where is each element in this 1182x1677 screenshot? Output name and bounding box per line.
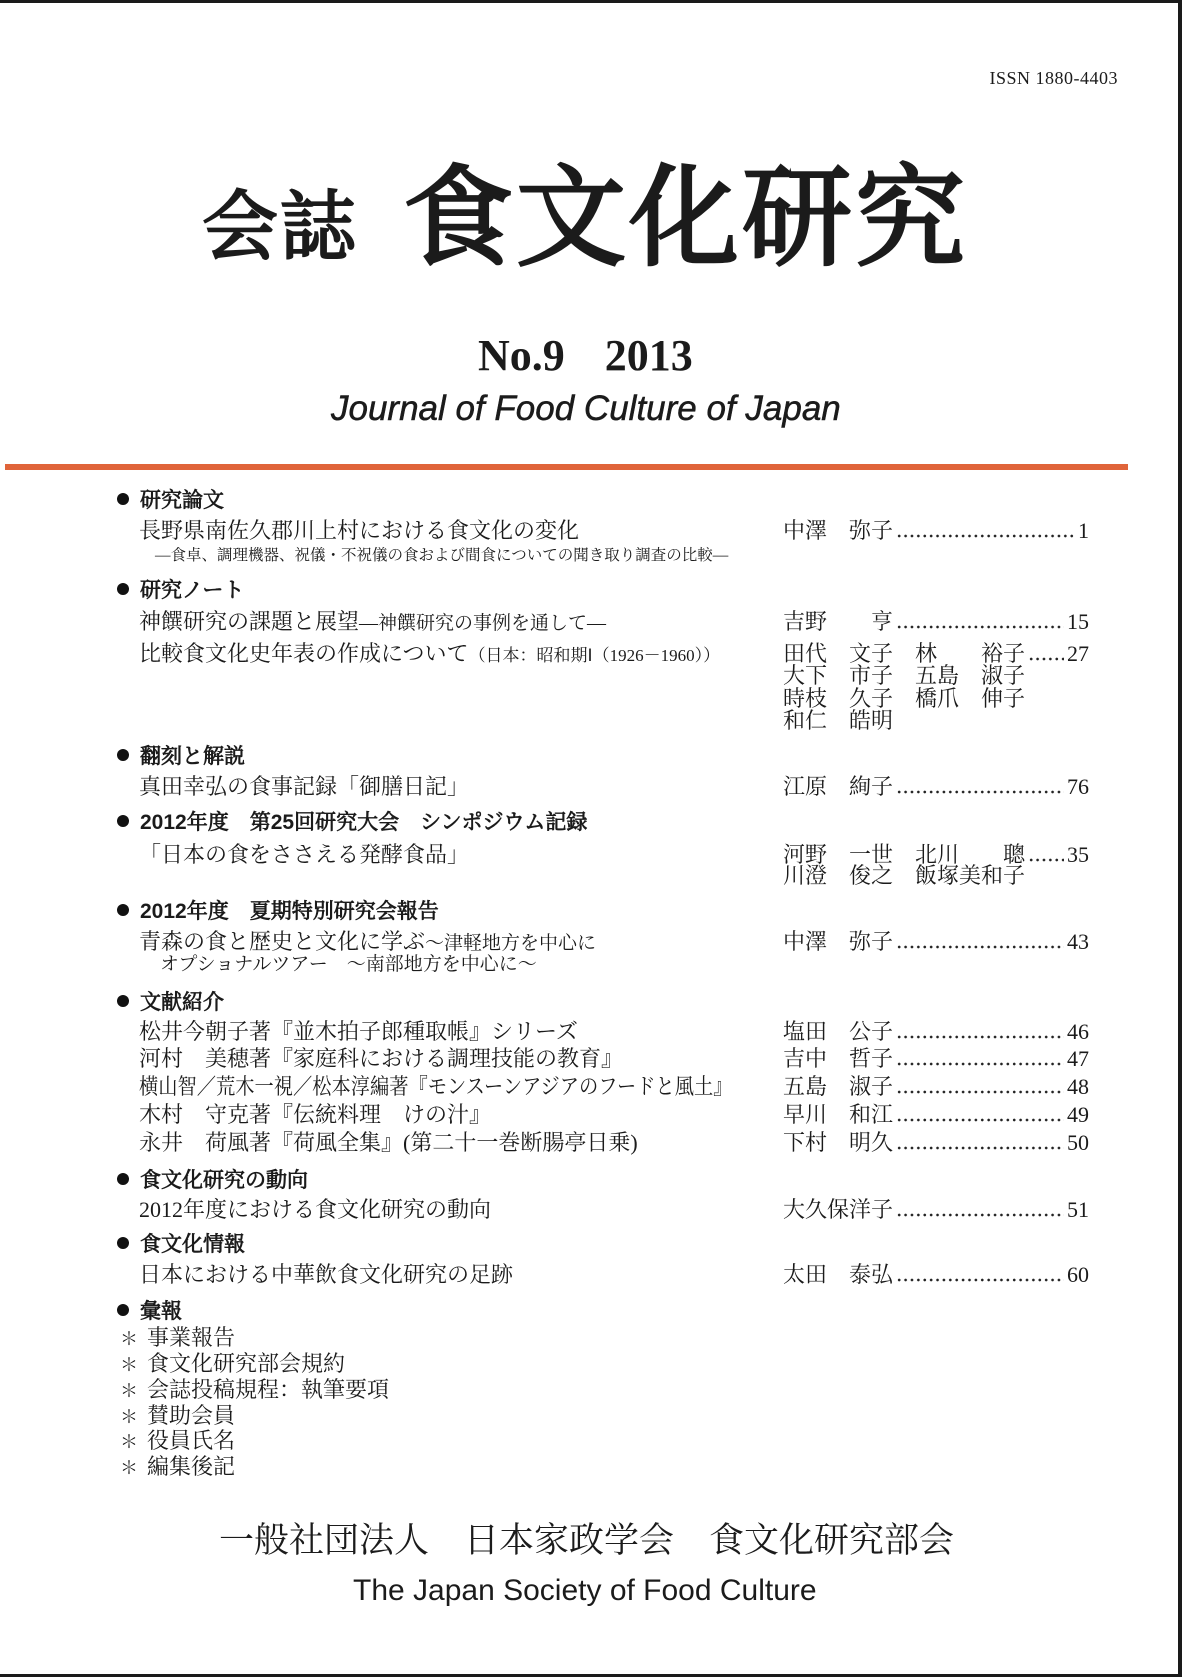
- publisher-name-en: The Japan Society of Food Culture: [353, 1574, 817, 1607]
- section-heading-label: 2012年度 第25回研究大会 シンポジウム記録: [140, 811, 588, 834]
- list-item-label: 編集後記: [147, 1454, 236, 1479]
- journal-title: 食文化研究: [403, 154, 968, 282]
- list-item: [120, 1325, 235, 1351]
- section-heading: [117, 1232, 245, 1258]
- page-number: 46: [1067, 1019, 1089, 1044]
- dot-leader: [896, 774, 1064, 800]
- page-number: 48: [1067, 1074, 1089, 1099]
- section-heading: [117, 1299, 182, 1325]
- entry-title: 永井 荷風著『荷風全集』(第二十一巻断腸亭日乗): [139, 1130, 638, 1155]
- author-name: 大下 市子 五島 淑子: [783, 663, 1026, 688]
- list-item-label: 食文化研究部会規約: [147, 1351, 346, 1376]
- author-name: 川澄 俊之 飯塚美和子: [783, 863, 1026, 888]
- asterisk-icon: ＊: [120, 1329, 138, 1350]
- page-number: 60: [1067, 1262, 1089, 1287]
- entry-authors: [783, 609, 1089, 635]
- entry-title-note: （日本：昭和期Ⅰ（1926－1960））: [468, 646, 721, 665]
- asterisk-icon: ＊: [120, 1458, 138, 1479]
- author-name: 吉中 哲子: [783, 1046, 894, 1071]
- entry-title: 日本における中華飲食文化研究の足跡: [139, 1262, 514, 1287]
- bullet-icon: [117, 995, 129, 1007]
- bullet-icon: [117, 583, 129, 595]
- entry-authors: [783, 774, 1089, 800]
- author-name: 早川 和江: [783, 1102, 894, 1127]
- asterisk-icon: ＊: [120, 1355, 138, 1376]
- entry-title: 横山智／荒木一視／松本淳編著『モンスーンアジアのフードと風土』: [139, 1074, 733, 1099]
- bullet-icon: [117, 1304, 129, 1316]
- entry-authors: [783, 1262, 1089, 1288]
- entry-title: [139, 609, 606, 635]
- issue-info: [478, 331, 693, 380]
- page-number: 50: [1067, 1130, 1089, 1155]
- dot-leader: [896, 1074, 1064, 1100]
- author-name: 下村 明久: [783, 1130, 894, 1155]
- list-item: [120, 1377, 389, 1403]
- author-name: 五島 淑子: [783, 1074, 894, 1099]
- entry-title: 真田幸弘の食事記録「御膳日記」: [139, 774, 470, 799]
- journal-english-title: Journal of Food Culture of Japan: [331, 389, 841, 428]
- author-name: 中澤 弥子: [783, 518, 894, 543]
- page-number: 76: [1067, 774, 1089, 799]
- entry-authors: [783, 1019, 1089, 1045]
- entry-title: 河村 美穂著『家庭科における調理技能の教育』: [139, 1046, 624, 1071]
- list-item: [120, 1428, 235, 1454]
- list-item-label: 事業報告: [147, 1325, 236, 1350]
- asterisk-icon: ＊: [120, 1381, 138, 1402]
- dot-leader: [896, 1130, 1064, 1156]
- section-heading-label: 2012年度 夏期特別研究会報告: [140, 900, 439, 923]
- page-number: 35: [1067, 842, 1089, 867]
- entry-authors: [783, 929, 1089, 955]
- list-item-label: 役員氏名: [147, 1428, 236, 1453]
- dot-leader: [896, 1019, 1064, 1045]
- entry-authors: [783, 863, 1089, 889]
- bullet-icon: [117, 815, 129, 827]
- section-heading: [117, 990, 224, 1016]
- author-name: 河野 一世 北川 聰: [783, 842, 1026, 867]
- dot-leader: [896, 518, 1075, 544]
- bullet-icon: [117, 1237, 129, 1249]
- section-heading: [117, 488, 224, 514]
- section-heading: [117, 810, 587, 836]
- entry-authors: [783, 1046, 1089, 1072]
- section-heading-label: 食文化研究の動向: [140, 1169, 308, 1192]
- page-number: 47: [1067, 1046, 1089, 1071]
- dot-leader: [896, 929, 1064, 955]
- page-number: 27: [1067, 641, 1089, 666]
- entry-authors: [783, 708, 1089, 734]
- title-prefix: 会誌: [202, 182, 358, 271]
- section-heading: [117, 1168, 308, 1194]
- entry-subtitle: オプショナルツアー ～南部地方を中心に～: [160, 954, 537, 975]
- issn-number: ISSN 1880-4403: [989, 68, 1118, 88]
- section-heading-label: 食文化情報: [140, 1233, 245, 1256]
- entry-title-note: —神饌研究の事例を通して—: [359, 613, 607, 634]
- accent-divider: [5, 464, 1128, 470]
- bullet-icon: [117, 749, 129, 761]
- entry-authors: [783, 518, 1089, 544]
- entry-authors: [783, 1102, 1089, 1128]
- section-heading-label: 彙報: [140, 1300, 182, 1323]
- list-item: [120, 1351, 345, 1377]
- issue-number: No.9: [478, 331, 565, 380]
- section-heading: [117, 899, 439, 925]
- page-number: 15: [1067, 609, 1089, 634]
- author-name: 中澤 弥子: [783, 929, 894, 954]
- entry-title-note: ～津軽地方を中心に: [425, 933, 597, 954]
- bullet-icon: [117, 904, 129, 916]
- bullet-icon: [117, 1173, 129, 1185]
- section-heading: [117, 744, 245, 770]
- entry-title: 2012年度における食文化研究の動向: [139, 1197, 492, 1222]
- dot-leader: [896, 1102, 1064, 1128]
- entry-title: 「日本の食をささえる発酵食品」: [139, 842, 470, 867]
- dot-leader: [896, 1046, 1064, 1072]
- entry-authors: [783, 1074, 1089, 1100]
- dot-leader: [896, 609, 1064, 635]
- list-item-label: 賛助会員: [147, 1403, 236, 1428]
- entry-title: 木村 守克著『伝統料理 けの汁』: [139, 1102, 492, 1127]
- entry-authors: [783, 1197, 1089, 1223]
- section-heading-label: 研究ノート: [140, 579, 245, 602]
- dot-leader: [896, 1262, 1064, 1288]
- page-number: 49: [1067, 1102, 1089, 1127]
- page-number: 43: [1067, 929, 1089, 954]
- page-number: 51: [1067, 1197, 1089, 1222]
- publisher-name-ja: 一般社団法人 日本家政学会 食文化研究部会: [219, 1521, 955, 1561]
- author-name: 太田 泰弘: [783, 1262, 894, 1287]
- list-item: [120, 1454, 235, 1480]
- author-name: 塩田 公子: [783, 1019, 894, 1044]
- author-name: 大久保洋子: [783, 1197, 894, 1222]
- dot-leader: [896, 1197, 1064, 1223]
- entry-title: 長野県南佐久郡川上村における食文化の変化: [139, 518, 580, 543]
- section-heading-label: 翻刻と解説: [140, 745, 245, 768]
- section-heading-label: 研究論文: [140, 489, 224, 512]
- asterisk-icon: ＊: [120, 1432, 138, 1453]
- section-heading: [117, 578, 244, 604]
- entry-title-text: 青森の食と歴史と文化に学ぶ: [139, 929, 426, 954]
- author-name: 吉野 亨: [783, 609, 894, 634]
- page-number: 1: [1078, 518, 1089, 543]
- entry-title: [139, 641, 720, 667]
- section-heading-label: 文献紹介: [140, 991, 224, 1014]
- author-name: 時枝 久子 橋爪 伸子: [783, 686, 1026, 711]
- entry-title-text: 神饌研究の課題と展望: [139, 609, 360, 634]
- entry-authors: [783, 1130, 1089, 1156]
- entry-title-text: 比較食文化史年表の作成について: [139, 641, 469, 666]
- issue-year: 2013: [604, 331, 693, 380]
- author-name: 和仁 皓明: [783, 708, 894, 733]
- list-item-label: 会誌投稿規程：執筆要項: [147, 1377, 390, 1402]
- entry-title: 松井今朝子著『並木拍子郎種取帳』シリーズ: [139, 1019, 578, 1044]
- bullet-icon: [117, 493, 129, 505]
- entry-subtitle: —食卓、調理機器、祝儀・不祝儀の食および間食についての聞き取り調査の比較—: [155, 547, 729, 564]
- list-item: [120, 1403, 235, 1429]
- author-name: 江原 絢子: [783, 774, 894, 799]
- author-name: 田代 文子 林 裕子: [783, 641, 1026, 666]
- asterisk-icon: ＊: [120, 1407, 138, 1428]
